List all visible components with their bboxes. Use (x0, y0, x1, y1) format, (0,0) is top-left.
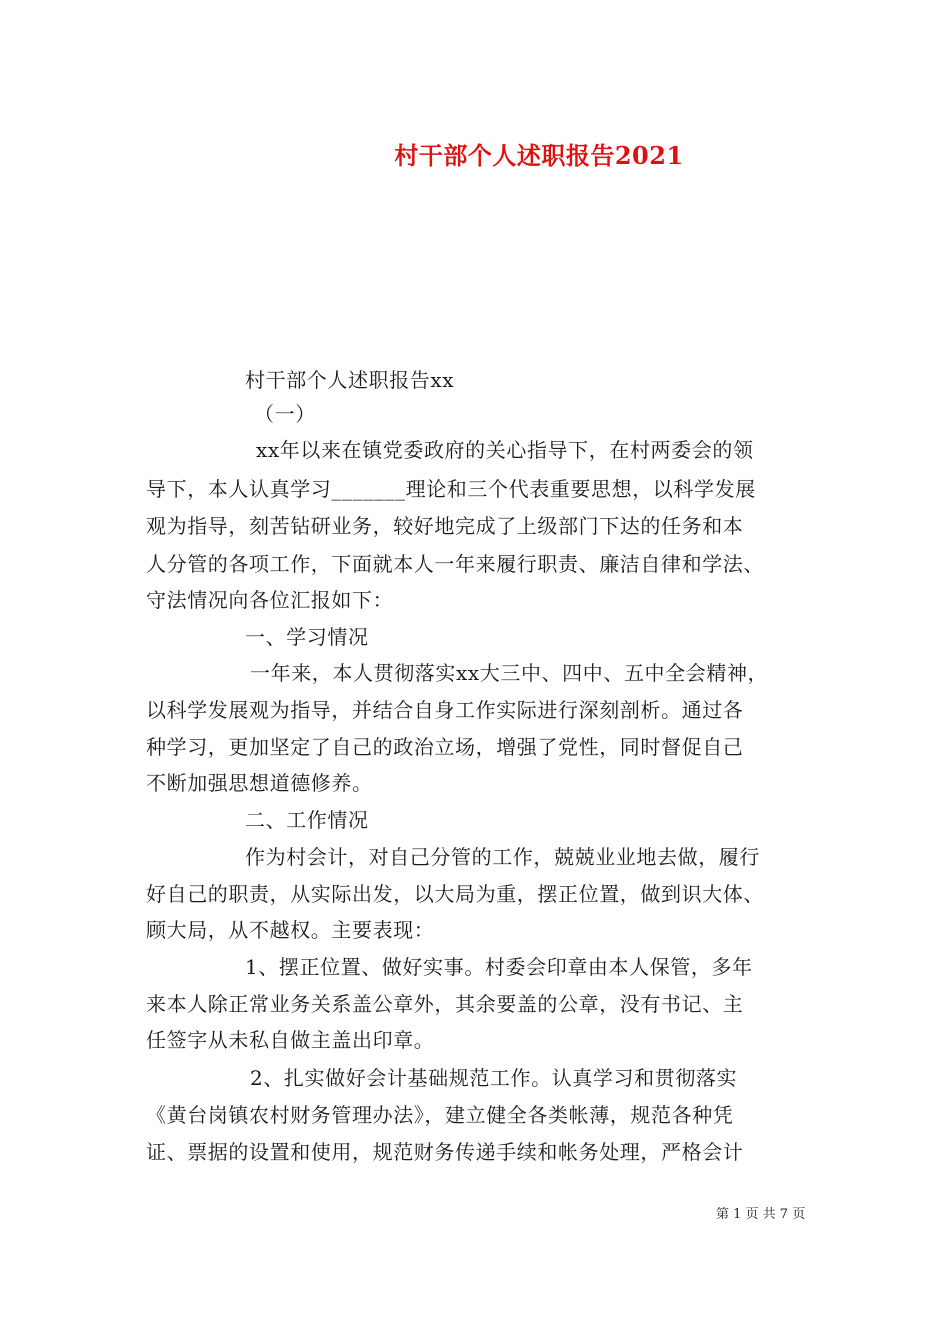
paragraph-line: 任签字从未私自做主盖出印章。 (146, 1028, 435, 1052)
section-heading: 一、学习情况 (245, 625, 369, 649)
paragraph-line: 好自己的职责，从实际出发，以大局为重，摆正位置，做到识大体、 (146, 882, 764, 906)
section-heading: 二、工作情况 (245, 808, 369, 832)
paragraph-line: 1、摆正位置、做好实事。村委会印章由本人保管，多年 (245, 955, 753, 979)
paragraph-line: 来本人除正常业务关系盖公章外，其余要盖的公章，没有书记、主 (146, 992, 744, 1016)
paragraph-line: xx年以来在镇党委政府的关心指导下，在村两委会的领 (256, 438, 754, 462)
paragraph-line: 一年来，本人贯彻落实xx大三中、四中、五中全会精神， (250, 661, 769, 685)
document-title: 村干部个人述职报告2021 (394, 141, 684, 170)
paragraph-line: 证、票据的设置和使用，规范财务传递手续和帐务处理，严格会计 (146, 1140, 744, 1164)
paragraph-line: 不断加强思想道德修养。 (146, 771, 373, 795)
section-number: （一） (254, 402, 316, 426)
page-footer: 第 1 页 共 7 页 (716, 1207, 806, 1222)
paragraph-line: 作为村会计，对自己分管的工作，兢兢业业地去做，履行 (245, 845, 760, 869)
report-heading: 村干部个人述职报告xx (245, 368, 455, 392)
paragraph-line: 导下，本人认真学习_______理论和三个代表重要思想，以科学发展 (146, 477, 756, 501)
paragraph-line: 2、扎实做好会计基础规范工作。认真学习和贯彻落实 (250, 1066, 738, 1090)
paragraph-line: 以科学发展观为指导，并结合自身工作实际进行深刻剖析。通过各 (146, 698, 744, 722)
paragraph-line: 观为指导，刻苦钻研业务，较好地完成了上级部门下达的任务和本 (146, 514, 744, 538)
paragraph-line: 《黄台岗镇农村财务管理办法》，建立健全各类帐薄，规范各种凭 (146, 1103, 734, 1127)
paragraph-line: 种学习，更加坚定了自己的政治立场，增强了党性，同时督促自己 (146, 735, 744, 759)
paragraph-line: 顾大局，从不越权。主要表现： (146, 918, 435, 942)
paragraph-line: 守法情况向各位汇报如下： (146, 588, 394, 612)
paragraph-line: 人分管的各项工作，下面就本人一年来履行职责、廉洁自律和学法、 (146, 552, 764, 576)
